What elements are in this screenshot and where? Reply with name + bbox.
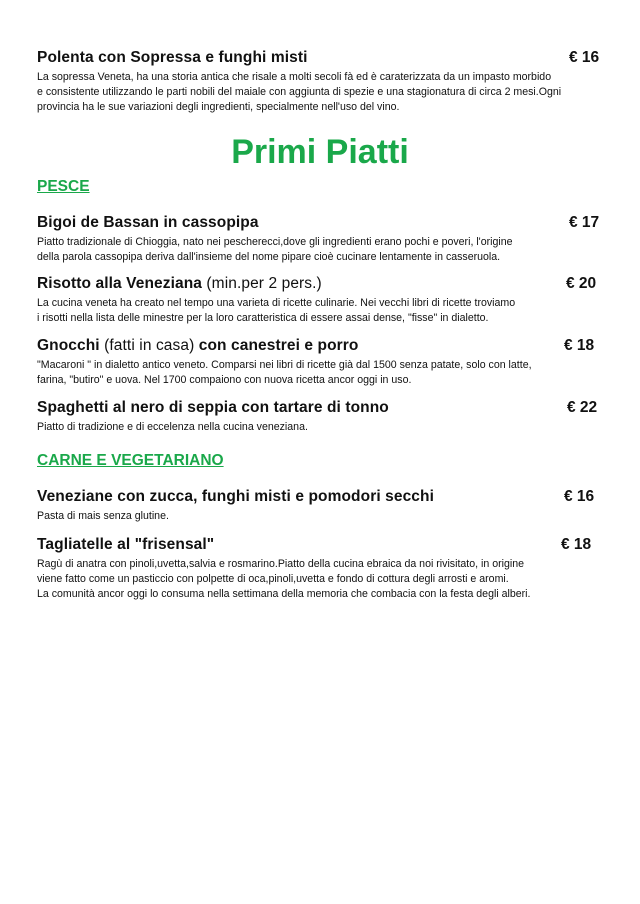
section-heading-pesce: PESCE (37, 178, 90, 195)
menu-item-price: € 18 (564, 337, 595, 354)
menu-item-name: Gnocchi (fatti in casa) con canestrei e porro (37, 337, 359, 354)
menu-item-name: Spaghetti al nero di seppia con tartare di tonno (37, 399, 389, 416)
description-line: i risotti nella lista delle minestre per la loro caratteristica di essere assai dense, "fisse" in dialetto. (37, 312, 489, 324)
description-line: farina, "butiro" e uova. Nel 1700 compaiono con nuova ricetta ancor oggi in uso. (37, 374, 412, 386)
menu-item-description (37, 235, 607, 265)
description-line: provincia ha le sue variazioni degli ingredienti, specialmente nell'uso del vino. (37, 101, 400, 113)
description-line: La sopressa Veneta, ha una storia antica che risale a molti secoli fà ed è caraterizzata da un impasto morbido (37, 71, 552, 83)
description-line: Pasta di mais senza glutine. (37, 510, 169, 522)
description-line: e consistente utilizzando le parti nobili del maiale con aggiunta di spezie e una stagionatura di circa 2 mesi.Ogni (37, 86, 562, 98)
menu-item-description (37, 420, 607, 435)
menu-item-header (37, 274, 607, 296)
page-title: Primi Piatti (231, 133, 409, 171)
description-line: La cucina veneta ha creato nel tempo una varieta di ricette culinarie. Nei vecchi libri di ricette troviamo (37, 297, 516, 309)
description-line: Piatto tradizionale di Chioggia, nato nei pescherecci,dove gli ingredienti erano pochi e poveri, l'origine (37, 236, 513, 248)
menu-item-header (37, 398, 607, 420)
menu-item-veneziane (37, 487, 607, 524)
menu-item-price: € 22 (567, 399, 598, 416)
menu-item-price: € 17 (569, 214, 600, 231)
section-heading-carne-vegetariano: CARNE E VEGETARIANO (37, 452, 224, 469)
menu-item-header (37, 213, 607, 235)
menu-item-gnocchi (37, 336, 607, 388)
menu-item-header (37, 535, 607, 557)
menu-item-name: Risotto alla Veneziana (min.per 2 pers.) (37, 275, 322, 292)
menu-item-tagliatelle (37, 535, 607, 602)
description-line: della parola cassopipa deriva dall'insieme del nome pipare cioè cucinare lentamente in casseruola. (37, 251, 501, 263)
menu-item-header (37, 48, 607, 70)
menu-item-bigoi (37, 213, 607, 265)
menu-item-description (37, 557, 607, 602)
menu-item-polenta (37, 48, 607, 115)
menu-item-price: € 16 (564, 488, 595, 505)
description-line: "Macaroni " in dialetto antico veneto. Comparsi nei libri di ricette già dal 1500 senza patate, solo con latte, (37, 359, 532, 371)
description-line: Piatto di tradizione e di eccelenza nella cucina veneziana. (37, 421, 308, 433)
menu-item-name: Polenta con Sopressa e funghi misti (37, 49, 308, 66)
menu-item-name: Tagliatelle al "frisensal" (37, 536, 215, 553)
menu-item-description (37, 358, 607, 388)
description-line: viene fatto come un pasticcio con polpette di oca,pinoli,uvetta e fondo di cottura degli arrosti e aromi. (37, 573, 509, 585)
menu-item-description (37, 296, 607, 326)
menu-item-price: € 18 (561, 536, 592, 553)
menu-item-spaghetti (37, 398, 607, 435)
menu-item-risotto (37, 274, 607, 326)
menu-item-header (37, 336, 607, 358)
menu-item-name: Bigoi de Bassan in cassopipa (37, 214, 259, 231)
menu-item-header (37, 487, 607, 509)
menu-item-name: Veneziane con zucca, funghi misti e pomodori secchi (37, 488, 434, 505)
menu-item-description (37, 509, 607, 524)
menu-item-price: € 20 (566, 275, 597, 292)
description-line: La comunità ancor oggi lo consuma nella settimana della memoria che combacia con la festa degli alberi. (37, 588, 531, 600)
menu-item-price: € 16 (569, 49, 600, 66)
description-line: Ragù di anatra con pinoli,uvetta,salvia e rosmarino.Piatto della cucina ebraica da noi rivisitato, in origine (37, 558, 524, 570)
menu-item-description (37, 70, 607, 115)
